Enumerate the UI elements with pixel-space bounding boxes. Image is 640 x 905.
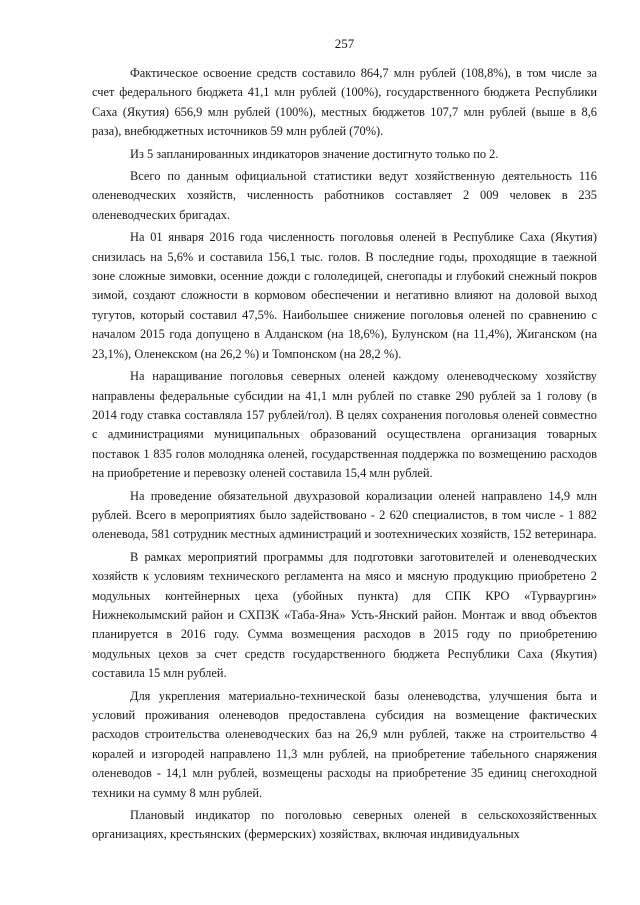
paragraph-subsidies: На наращивание поголовья северных оленей каждому оленеводческому хозяйству направлены федеральные субсидии на 41,1 млн рублей по ставке 290 рублей за 1 голову (в 2014 году ставка составляла 157 рублей/гол). В целях сохранения поголовья оленей совместно с администрациями муниципальных образований осуществлена организация товарных поставок 1 835 голов молодняка оленей, государственная поддержка по возмещению расходов на приобретение и перевозку оленей составила 15,4 млн рублей. <box>92 369 597 481</box>
page-number: 257 <box>334 36 355 51</box>
paragraph-funding: Фактическое освоение средств составило 864,7 млн рублей (108,8%), в том числе за счет федерального бюджета 41,1 млн рублей (100%), государственного бюджета Республики Саха (Якутия) 656,9 млн рублей (100%), местных бюджетов 107,7 млн рублей (выше в 8,6 раза), внебюджетных источников 59 млн рублей (70%). <box>92 66 597 139</box>
paragraph-livestock: На 01 января 2016 года численность поголовья оленей в Республике Саха (Якутия) снизилась на 5,6% и составила 156,1 тыс. голов. В последние годы, проходящие в таежной зоне сложные зимовки, осенние дожди с гололедицей, снегопады и глубокий снежный покров зимой, создают сложности в кормовом обеспечении и негативно влияют на доловой выход тугутов, который составил 47,5%. Наибольшее снижение поголовья оленей по сравнению с началом 2015 года допущено в Алданском (на 18,6%), Булунском (на 11,4%), Жиганском (на 23,1%), Оленекском (на 26,2 %) и Томпонском (на 28,2 %). <box>92 230 597 361</box>
paragraph-infrastructure: Для укрепления материально-технической базы оленеводства, улучшения быта и условий проживания оленеводов предоставлена субсидия на возмещение фактических расходов строительства оленеводческих баз на 26,9 млн рублей, также на строительство 4 коралей и изгородей направлено 11,3 млн рублей, на приобретение табельного снаряжения оленеводов - 14,1 млн рублей, возмещены расходы на приобретение 35 единиц снегоходной техники на сумму 8 млн рублей. <box>92 688 597 800</box>
paragraph-coralization: На проведение обязательной двухразовой корализации оленей направлено 14,9 млн рублей. Всего в мероприятиях было задействовано - 2 620 специалистов, в том числе - 1 882 оленевода, 581 сотрудник местных администраций и зоотехнических хозяйств, 152 ветеринара. <box>92 488 597 542</box>
paragraph-indicators: Из 5 запланированных индикаторов значение достигнуто только по 2. <box>130 146 499 161</box>
document-page <box>92 36 597 845</box>
paragraph-plan-indicator: Плановый индикатор по поголовью северных оленей в сельскохозяйственных организациях, крестьянских (фермерских) хозяйствах, включая индивидуальных <box>92 808 597 842</box>
paragraph-statistics: Всего по данным официальной статистики ведут хозяйственную деятельность 116 оленеводческих хозяйств, численность работников составляет 2 009 человек в 235 оленеводческих бригадах. <box>92 169 597 222</box>
paragraph-slaughter-points: В рамках мероприятий программы для подготовки заготовителей и оленеводческих хозяйств к условиям технического регламента на мясо и мясную продукцию приобретено 2 модульных контейнерных цеха (убойных пункта) для СПК КРО «Турваургин» Нижнеколымский район и СХПЗК «Таба-Яна» Усть-Янский район. Монтаж и ввод объектов планируется в 2016 году. Сумма возмещения расходов в 2015 году по приобретению модульных цехов за счет средств государственного бюджета Республики Саха (Якутия) составила 15 млн рублей. <box>92 549 597 681</box>
